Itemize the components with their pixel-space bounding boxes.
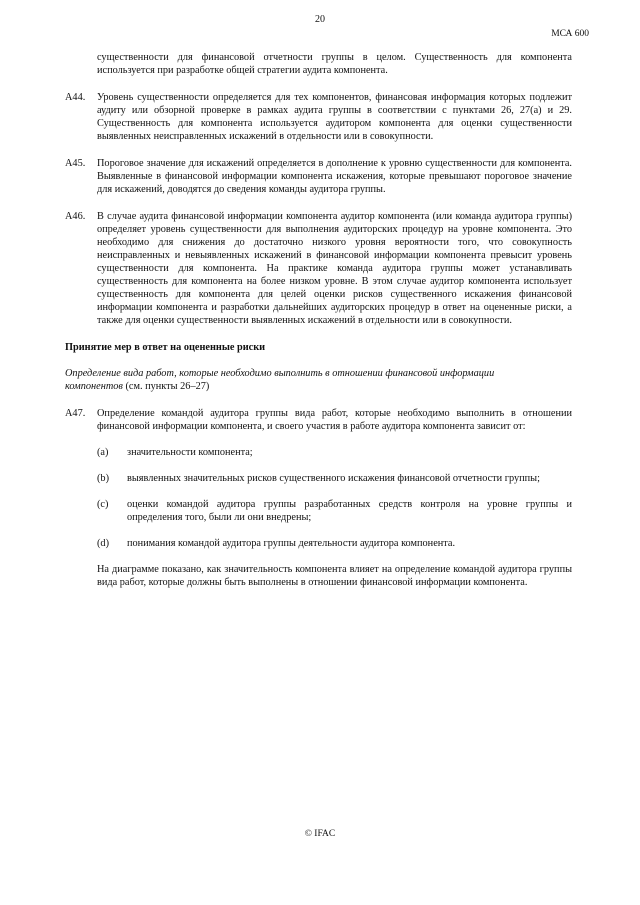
list-item-text: значительности компонента; [127, 447, 253, 458]
paragraph-number: A44. [65, 92, 86, 103]
list-item-c [65, 498, 572, 524]
subsection-heading-italic: Определение вида работ, которые необходимо выполнить в отношении финансовой информации компонентов [65, 368, 495, 392]
paragraph-a47 [65, 407, 572, 433]
paragraph-a45 [65, 157, 572, 196]
section-heading: Принятие мер в ответ на оцененные риски [65, 342, 266, 353]
paragraph-text: Пороговое значение для искажений определяется в дополнение к уровню существенности для компонента. Выявленные в финансовой информации компонента искажения, которые превышают пороговое значение для искажений, доводятся до сведения команды аудитора группы. [97, 158, 572, 195]
subsection-heading [65, 367, 572, 393]
page-content [65, 51, 572, 589]
subsection-heading-reference: (см. пункты 26–27) [122, 381, 210, 392]
diagram-intro-text: На диаграмме показано, как значительность компонента влияет на определение командой аудитора группы вида работ, которые должны быть выполнены в отношении финансовой информации компонента. [97, 564, 572, 588]
list-item-text: выявленных значительных рисков существенного искажения финансовой отчетности группы; [127, 473, 540, 484]
paragraph-text: Определение командой аудитора группы вида работ, которые необходимо выполнить в отношении финансовой информации компонента, и своего участия в работе аудитора компонента зависит от: [97, 408, 572, 432]
list-item-text: понимания командой аудитора группы деятельности аудитора компонента. [127, 538, 456, 549]
list-item-letter: (b) [97, 473, 110, 484]
copyright-footer: © IFAC [304, 829, 336, 839]
paragraph-text: Уровень существенности определяется для тех компонентов, финансовая информация которых подлежит аудиту или обзорной проверке в рамках аудита группы в соответствии с пунктами 26, 27(a) и 29. Существенность для компонента используется аудитором компонента для оценки существенности выявленных неисправленных искажений в отдельности или в совокупности. [97, 92, 572, 142]
continuation-text: существенности для финансовой отчетности группы в целом. Существенность для компонента используется при разработке общей стратегии аудита компонента. [97, 52, 572, 76]
list-item-letter: (c) [97, 499, 109, 510]
list-item-d [65, 537, 572, 550]
document-code: МСА 600 [551, 29, 589, 39]
list-item-letter: (a) [97, 447, 109, 458]
paragraph-number: A45. [65, 158, 86, 169]
list-item-text: оценки командой аудитора группы разработанных средств контроля на уровне группы и определения того, были ли они внедрены; [127, 499, 572, 523]
list-item-b [65, 472, 572, 485]
paragraph-a44 [65, 91, 572, 143]
page-number: 20 [315, 14, 325, 25]
paragraph-text: В случае аудита финансовой информации компонента аудитор компонента (или команда аудитора группы) определяет уровень существенности для выполнения аудиторских процедур на уровне компонента. Это необходимо для снижения до достаточно низкого уровня вероятности того, что совокупность неисправленных и невыявленных искажений в финансовой информации компонента превысит уровень существенности для компонента. На практике команда аудитора группы может устанавливать существенность для компонента на более низком уровне. В этом случае аудитор компонента использует существенность для компонента для целей оценки рисков существенного искажения финансовой информации компонента и разработки дальнейших аудиторских процедур в ответ на оцененные риски, а также для оценки существенности выявленных искажений в отдельности или в совокупности. [97, 211, 572, 326]
paragraph-a46 [65, 210, 572, 327]
paragraph-number: A47. [65, 408, 86, 419]
list-item-a [65, 446, 572, 459]
list-item-letter: (d) [97, 538, 110, 549]
paragraph-number: A46. [65, 211, 86, 222]
